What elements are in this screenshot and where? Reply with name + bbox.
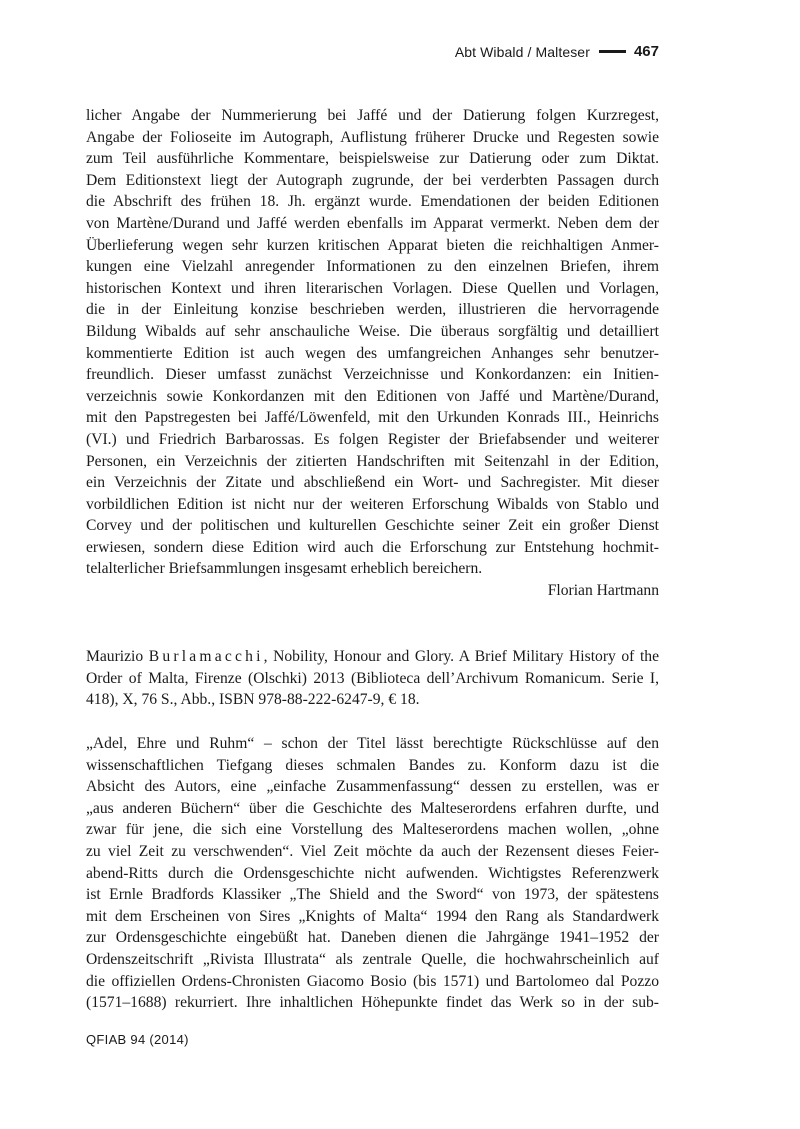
review-1-paragraph [86,105,659,580]
review-2-header-line-1-rest: , Nobility, Honour and Glory. A Brief Military History of the [263,648,659,665]
text-line: verzeichnis sowie Konkordanzen mit den Editionen von Jaffé und Martène/Durand, [86,387,659,405]
text-line: wissenschaftlichen Tiefgang dieses schmalen Bandes zu. Konform dazu ist die [86,756,659,774]
running-head-rule [599,50,626,53]
text-line: von Martène/Durand und Jaffé werden ebenfalls im Apparat vermerkt. Neben dem der [86,214,659,232]
text-line: Corvey und der politischen und kulturellen Geschichte seiner Zeit ein großer Dienst [86,517,659,535]
text-line: die Abschrift des frühen 18. Jh. ergänzt wurde. Emendationen der beiden Editionen [86,193,659,211]
running-head [455,43,659,60]
text-line: freundlich. Dieser umfasst zunächst Verzeichnisse und Konkordanzen: ein Initien- [86,366,659,384]
text-line: zum Teil ausführliche Kommentare, beispielsweise zur Datierung oder zum Diktat. [86,150,659,168]
text-line: abend-Ritts durch die Ordensgeschichte nicht aufwenden. Wichtigstes Referenzwerk [86,864,659,882]
text-line: zur Ordensgeschichte eingebüßt hat. Daneben dienen die Jahrgänge 1941–1952 der [86,929,659,947]
text-line: licher Angabe der Nummerierung bei Jaffé und der Datierung folgen Kurzregest, [86,107,659,124]
review-2-text [86,733,659,1014]
text-line: (1571–1688) rekurriert. Ihre inhaltlichen Höhepunkte findet das Werk so in der sub- [86,994,659,1012]
review-2-paragraph [86,733,659,1014]
review-2-header-line-1 [86,646,659,668]
text-line: kommentierte Edition ist auch wegen des umfangreichen Anhanges sehr benutzer- [86,344,659,362]
text-line: zwar für jene, die sich eine Vorstellung des Malteserordens machen wollen, „ohne [86,821,659,839]
text-line: Angabe der Folioseite im Autograph, Auflistung früherer Drucke und Regesten sowie [86,128,659,146]
text-line: Ordenszeitschrift „Rivista Illustrata“ als zentrale Quelle, die hochwahrscheinlich auf [86,950,659,968]
footer-journal: QFIAB 94 (2014) [86,1032,189,1047]
review-2-header-line-3: 418), X, 76 S., Abb., ISBN 978-88-222-6247-9, € 18. [86,691,420,709]
text-line: erwiesen, sondern diese Edition wird auch die Erforschung zur Entstehung hochmit- [86,538,659,556]
page-number: 467 [633,43,659,60]
text-line: Bildung Wibalds auf sehr anschauliche Weise. Die überaus sorgfältig und detailliert [86,322,659,340]
review-2-header [86,646,659,711]
text-line: ist Ernle Bradfords Klassiker „The Shield and the Sword“ von 1973, der spätestens [86,886,659,904]
text-line: kungen eine Vielzahl anregender Informationen zu den einzelnen Briefen, ihrem [86,258,659,276]
text-line: telalterlicher Briefsammlungen insgesamt erheblich bereichern. [86,560,483,578]
review-2-author-last: Burlamacchi [148,648,264,665]
text-line: Personen, ein Verzeichnis der zitierten Handschriften mit Seitenzahl in der Edition, [86,452,659,470]
running-head-title: Abt Wibald / Malteser [454,43,590,60]
review-2-header-line-2: Order of Malta, Firenze (Olschki) 2013 (Biblioteca dell’Archivum Romanicum. Serie I, [86,669,659,687]
text-line: „aus anderen Büchern“ über die Geschichte des Malteserordens erfahren durfte, und [86,799,659,817]
text-line: Absicht des Autors, eine „einfache Zusammenfassung“ dessen zu erstellen, was er [86,778,659,796]
text-line: mit den Papstregesten bei Jaffé/Löwenfeld, mit den Urkunden Konrads III., Heinrichs [86,409,659,427]
text-line: die offiziellen Ordens-Chronisten Giacomo Bosio (bis 1571) und Bartolomeo dal Pozzo [86,972,659,990]
text-line: die in der Einleitung konzise beschrieben werden, illustrieren die hervorragende [86,301,659,319]
text-line: vorbildlichen Edition ist nicht nur der weiteren Erforschung Wibalds von Stablo und [86,495,659,513]
text-line: (VI.) und Friedrich Barbarossas. Es folgen Register der Briefabsender und weiterer [86,430,659,448]
text-line: Dem Editionstext liegt der Autograph zugrunde, der bei verderbten Passagen durch [86,171,659,189]
text-line: „Adel, Ehre und Ruhm“ – schon der Titel lässt berechtigte Rückschlüsse auf den [86,735,659,752]
review-2-author-first: Maurizio [86,648,144,665]
text-line: historischen Kontext und ihren literarischen Vorlagen. Diese Quellen und Vorlagen, [86,279,659,297]
text-line: mit dem Erscheinen von Sires „Knights of Malta“ 1994 den Rang als Standardwerk [86,907,659,925]
review-1-signature: Florian Hartmann [547,582,659,600]
text-line: zu viel Zeit zu verschwenden“. Viel Zeit möchte da auch der Rezensent dieses Feier- [86,842,659,860]
review-1-text [86,105,659,602]
text-line: Überlieferung wegen sehr kurzen kritischen Apparat bieten die reichhaltigen Anmer- [86,236,659,254]
text-line: ein Verzeichnis der Zitate und abschließend ein Wort- und Sachregister. Mit dieser [86,474,659,492]
